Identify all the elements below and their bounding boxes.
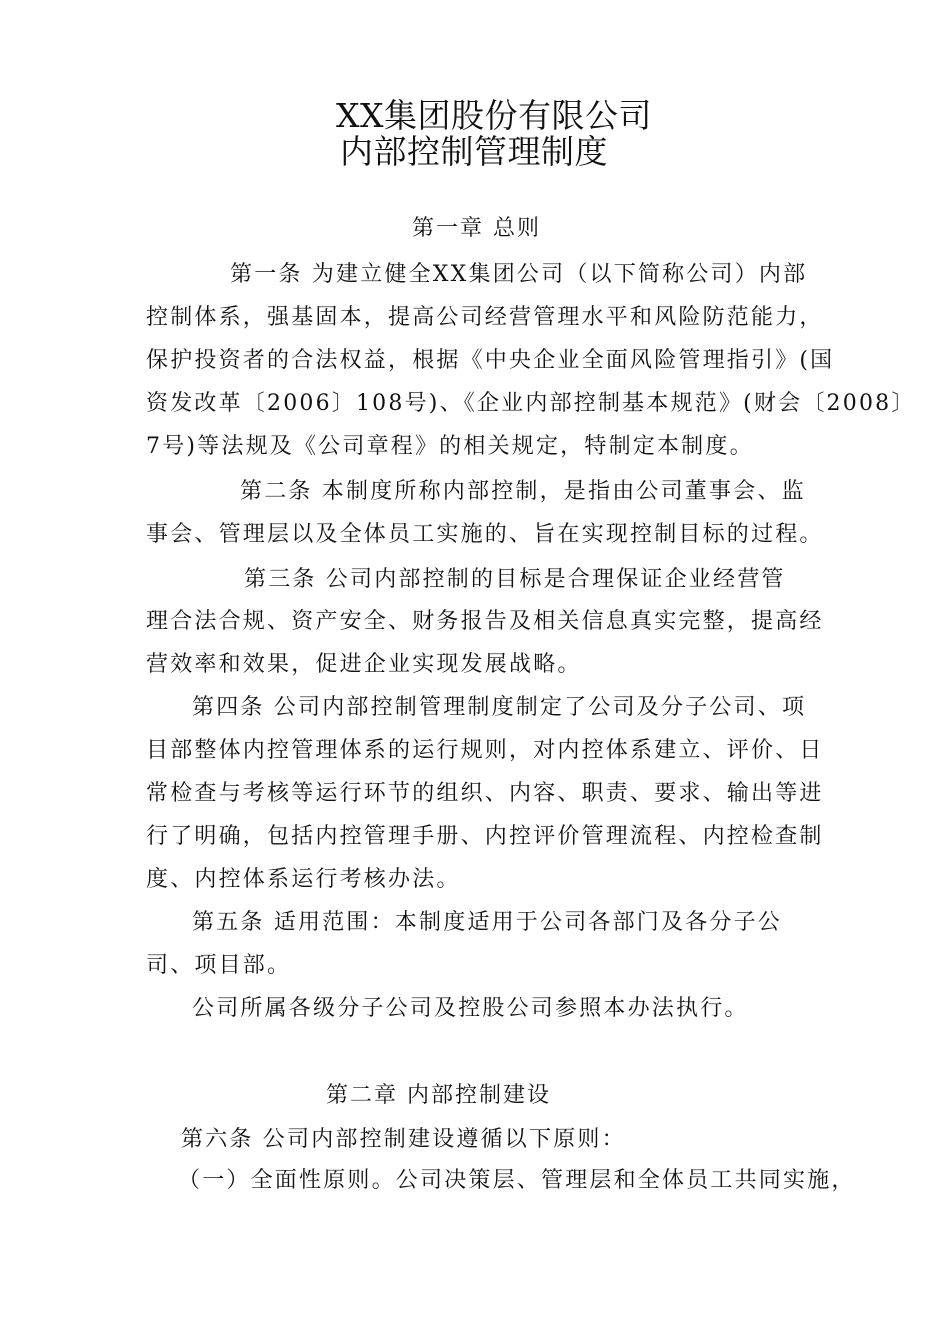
article-3-line-3: 营效率和效果，促进企业实现发展战略。 [146,652,582,677]
article-5-line-2: 司、项目部。 [146,953,292,978]
article-4-line-2: 目部整体内控管理体系的运行规则，对内控体系建立、评价、日 [146,738,824,763]
article-1-line-5: 7号)等法规及《公司章程》的相关规定，特制定本制度。 [146,434,754,459]
article-4-line-4: 行了明确，包括内控管理手册、内控评价管理流程、内控检查制 [146,824,824,849]
article-4-line-5: 度、内控体系运行考核办法。 [146,867,461,892]
article-6-line-1: 第六条 公司内部控制建设遵循以下原则： [181,1127,626,1152]
article-1-line-1: 第一条 为建立健全XX集团公司（以下简称公司）内部 [230,262,808,287]
article-5-line-1: 第五条 适用范围：本制度适用于公司各部门及各分子公 [192,910,782,935]
article-2-line-1: 第二条 本制度所称内部控制，是指由公司董事会、监 [240,479,806,504]
article-1-line-3: 保护投资者的合法权益，根据《中央企业全面风险管理指引》(国 [146,348,835,373]
article-1-line-4: 资发改革〔2006〕108号)、《企业内部控制基本规范》(财会〔2008〕 [146,391,916,416]
article-2-line-2: 事会、管理层以及全体员工实施的、旨在实现控制目标的过程。 [146,522,824,547]
chapter-heading-1: 第一章 总则 [412,216,541,241]
principle-1-line-1: （一）全面性原则。公司决策层、管理层和全体员工共同实施， [178,1168,856,1193]
article-4-line-3: 常检查与考核等运行环节的组织、内容、职责、要求、输出等进 [146,781,824,806]
article-4-line-1: 第四条 公司内部控制管理制度制定了公司及分子公司、项 [192,695,807,720]
document-title-line-1: XX集团股份有限公司 [336,96,652,135]
document-title-line-2: 内部控制管理制度 [340,132,608,171]
article-1-line-2: 控制体系，强基固本，提高公司经营管理水平和风险防范能力， [146,305,824,330]
article-3-line-1: 第三条 公司内部控制的目标是合理保证企业经营管 [244,567,786,592]
article-3-line-2: 理合法合规、资产安全、财务报告及相关信息真实完整，提高经 [146,609,824,634]
subsidiaries-note: 公司所属各级分子公司及控股公司参照本办法执行。 [192,996,749,1021]
chapter-heading-2: 第二章 内部控制建设 [326,1083,551,1108]
